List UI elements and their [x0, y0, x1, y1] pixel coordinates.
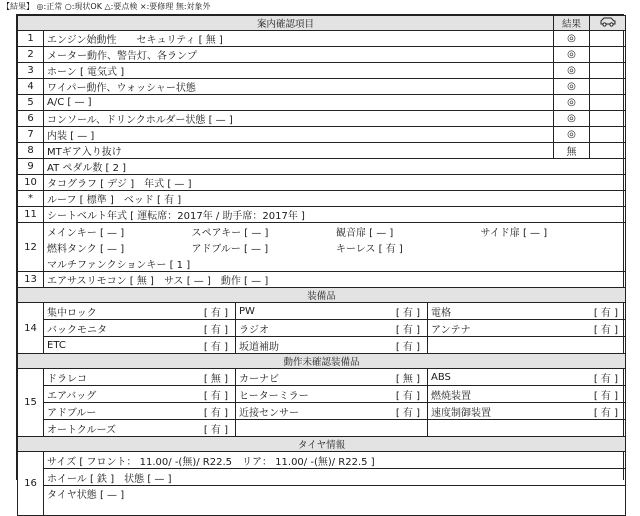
row-number: 1: [18, 31, 44, 47]
blank-cell: [590, 127, 626, 143]
row-number: 3: [18, 63, 44, 79]
equipment-cell: [236, 386, 428, 403]
equipment-value: [ 有 ]: [593, 390, 619, 402]
equipment-cell: [44, 320, 236, 337]
key-item: キーレス [ 有 ]: [336, 243, 403, 255]
keys-line: [44, 255, 625, 271]
check-result: ◎: [554, 95, 590, 111]
equipment-value: [ 有 ]: [593, 307, 619, 319]
check-item: シートベルト年式 [ 運転席：2017年 / 助手席：2017年 ]: [44, 207, 626, 223]
equipment-value: [ 有 ]: [203, 324, 228, 336]
check-item: ワイパー動作、ウォッシャー状態: [44, 79, 554, 95]
row-number: 11: [18, 207, 44, 223]
equipment-cell: [44, 303, 236, 320]
equipment-label: 燃焼装置: [431, 390, 471, 402]
key-item: アドブルー [ — ]: [191, 243, 269, 255]
tire-condition: タイヤ状態 [ — ]: [44, 486, 626, 516]
equipment-label: 坂道補助: [239, 341, 279, 353]
row-number: 15: [18, 369, 44, 437]
equipment-label: 速度制御装置: [431, 407, 491, 419]
row-number: 8: [18, 143, 44, 159]
equipment-cell: [428, 337, 626, 354]
blank-cell: [590, 63, 626, 79]
equipment-label: アドブルー: [47, 407, 97, 419]
result-header: 結果: [554, 16, 590, 31]
equipment-cell: [428, 320, 626, 337]
row-number: 4: [18, 79, 44, 95]
key-item: メインキー [ — ]: [47, 227, 125, 239]
equipment-cell: [236, 369, 428, 386]
keys-block: [44, 223, 626, 272]
key-item: マルチファンクションキー [ 1 ]: [47, 259, 191, 271]
equipment-cell: [236, 420, 428, 437]
key-item: 燃料タンク [ — ]: [47, 243, 125, 255]
check-result: ◎: [554, 79, 590, 95]
equipment-cell: [428, 303, 626, 320]
tire-size: サイズ [ フロント： 11.00/ -(無)/ R22.5 リア： 11.00/ -(無)/ R22.5 ]: [44, 452, 626, 469]
equipment-cell: [236, 320, 428, 337]
car-icon: [590, 16, 626, 31]
equipment-label: 近接センサー: [239, 407, 299, 419]
check-result: ◎: [554, 63, 590, 79]
equipment-value: [ 有 ]: [593, 373, 619, 385]
blank-cell: [590, 31, 626, 47]
equipment-value: [ 有 ]: [203, 341, 228, 353]
equipment-label: ヒーターミラー: [239, 390, 309, 402]
row-number: 13: [18, 272, 44, 288]
result-legend: 【結果】 ◎:正常 ○:現状OK △:要点検 ×:要修理 無:対象外: [2, 2, 211, 11]
equipment-label: ラジオ: [239, 324, 269, 336]
equipment-value: [ 有 ]: [395, 341, 420, 353]
equipment-value: [ 無 ]: [203, 373, 228, 385]
check-item: エンジン始動性 セキュリティ [ 無 ]: [44, 31, 554, 47]
section-header-equipment: 装備品: [18, 288, 626, 303]
equipment-label: 集中ロック: [47, 307, 97, 319]
equipment-cell: [236, 303, 428, 320]
inspection-table: [17, 15, 626, 516]
check-item: AT ペダル数 [ 2 ]: [44, 159, 626, 175]
row-number: *: [18, 191, 44, 207]
equipment-value: [ 有 ]: [593, 324, 619, 336]
tire-wheel: ホイール [ 鉄 ] 状態 [ — ]: [44, 469, 626, 486]
equipment-value: [ 有 ]: [395, 324, 420, 336]
equipment-cell: [44, 420, 236, 437]
blank-cell: [590, 95, 626, 111]
equipment-value: [ 有 ]: [203, 424, 228, 436]
check-result: ◎: [554, 31, 590, 47]
key-item: スペアキー [ — ]: [191, 227, 269, 239]
equipment-label: オートクルーズ: [47, 424, 116, 436]
equipment-value: [ 有 ]: [395, 407, 420, 419]
equipment-cell: [428, 386, 626, 403]
row-number: 10: [18, 175, 44, 191]
equipment-cell: [236, 403, 428, 420]
check-result: ◎: [554, 47, 590, 63]
equipment-cell: [44, 403, 236, 420]
equipment-label: 電格: [431, 307, 451, 319]
check-item: MTギア入り抜け: [44, 143, 554, 159]
check-item: ルーフ [ 標準 ] ベッド [ 有 ]: [44, 191, 626, 207]
equipment-value: [ 有 ]: [203, 307, 228, 319]
row-number: 5: [18, 95, 44, 111]
inspection-sheet: [16, 14, 624, 501]
equipment-label: カーナビ: [239, 373, 279, 385]
check-item: 内装 [ — ]: [44, 127, 554, 143]
blank-cell: [590, 111, 626, 127]
equipment-cell: [428, 420, 626, 437]
equipment-value: [ 有 ]: [395, 390, 420, 402]
equipment-label: ABS: [431, 371, 451, 383]
row-number: 14: [18, 303, 44, 354]
check-result: ◎: [554, 111, 590, 127]
row-number: 6: [18, 111, 44, 127]
keys-line: [44, 239, 625, 255]
equipment-cell: [44, 369, 236, 386]
check-item: コンソール、ドリンクホルダー状態 [ — ]: [44, 111, 554, 127]
row-number: 16: [18, 452, 44, 516]
blank-cell: [590, 47, 626, 63]
equipment-value: [ 有 ]: [395, 307, 420, 319]
section-header-guide: 案内確認項目: [18, 16, 554, 31]
equipment-label: ETC: [47, 339, 66, 351]
row-number: 7: [18, 127, 44, 143]
check-result: 無: [554, 143, 590, 159]
check-item: メーター動作、警告灯、各ランプ: [44, 47, 554, 63]
blank-cell: [590, 143, 626, 159]
equipment-cell: [44, 337, 236, 354]
equipment-cell: [236, 337, 428, 354]
equipment-value: [ 有 ]: [203, 407, 228, 419]
check-result: ◎: [554, 127, 590, 143]
equipment-cell: [44, 386, 236, 403]
row-number: 12: [18, 223, 44, 272]
row-number: 9: [18, 159, 44, 175]
check-item: ホーン [ 電気式 ]: [44, 63, 554, 79]
row-number: 2: [18, 47, 44, 63]
section-header-unchecked: 動作未確認装備品: [18, 354, 626, 369]
equipment-label: PW: [239, 305, 255, 317]
check-item: A/C [ — ]: [44, 95, 554, 111]
check-item: エアサスリモコン [ 無 ] サス [ — ] 動作 [ — ]: [44, 272, 626, 288]
equipment-cell: [428, 369, 626, 386]
equipment-value: [ 有 ]: [593, 407, 619, 419]
equipment-value: [ 無 ]: [395, 373, 420, 385]
keys-line: [44, 223, 625, 239]
check-item: タコグラフ [ デジ ] 年式 [ — ]: [44, 175, 626, 191]
blank-cell: [590, 79, 626, 95]
equipment-label: ドラレコ: [47, 373, 87, 385]
key-item: サイド扉 [ — ]: [480, 227, 548, 239]
equipment-value: [ 有 ]: [203, 390, 228, 402]
equipment-label: アンテナ: [431, 324, 471, 336]
equipment-label: バックモニタ: [47, 324, 107, 336]
equipment-label: エアバッグ: [47, 390, 97, 402]
section-header-tire: タイヤ情報: [18, 437, 626, 452]
equipment-cell: [428, 403, 626, 420]
key-item: 観音扉 [ — ]: [336, 227, 394, 239]
